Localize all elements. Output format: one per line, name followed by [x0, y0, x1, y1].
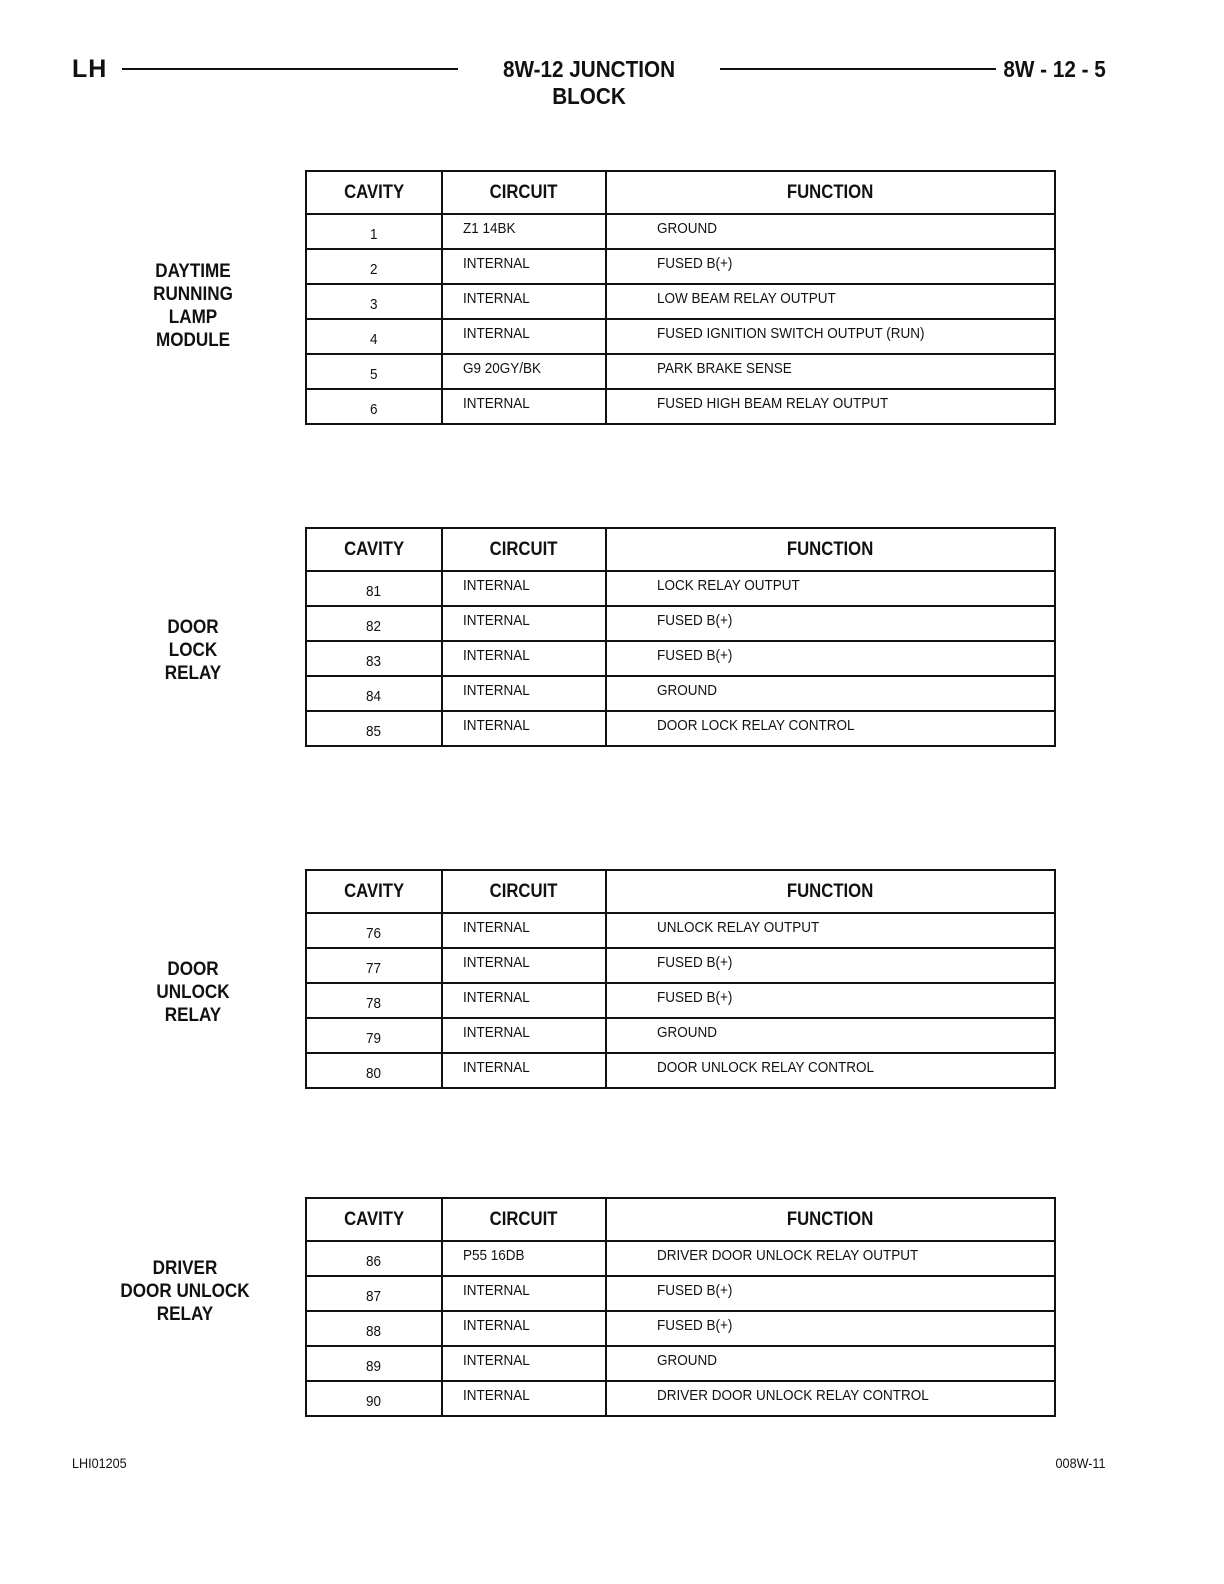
circuit-cell: G9 20GY/BK [442, 354, 606, 389]
function-cell: LOCK RELAY OUTPUT [606, 571, 1055, 606]
table-row [306, 1276, 1055, 1311]
circuit-cell: INTERNAL [442, 641, 606, 676]
table-row [306, 1381, 1055, 1416]
function-cell: UNLOCK RELAY OUTPUT [606, 913, 1055, 948]
figure-id: LHI01205 [72, 1455, 127, 1471]
cavity-cell: 84 [306, 676, 442, 711]
cavity-cell: 4 [306, 319, 442, 354]
circuit-cell: INTERNAL [442, 676, 606, 711]
circuit-cell: INTERNAL [442, 1276, 606, 1311]
cavity-cell: 90 [306, 1381, 442, 1416]
function-cell: FUSED B(+) [606, 948, 1055, 983]
table-row [306, 676, 1055, 711]
table-row [306, 249, 1055, 284]
function-cell: LOW BEAM RELAY OUTPUT [606, 284, 1055, 319]
function-cell: FUSED B(+) [606, 606, 1055, 641]
table-row [306, 641, 1055, 676]
cavity-cell: 3 [306, 284, 442, 319]
cavity-cell: 89 [306, 1346, 442, 1381]
column-header-function: FUNCTION [606, 528, 1055, 571]
circuit-cell: INTERNAL [442, 1018, 606, 1053]
cavity-cell: 88 [306, 1311, 442, 1346]
circuit-cell: INTERNAL [442, 948, 606, 983]
table-header-row [306, 870, 1055, 913]
cavity-cell: 77 [306, 948, 442, 983]
cavity-cell: 78 [306, 983, 442, 1018]
table-row [306, 711, 1055, 746]
circuit-cell: INTERNAL [442, 1311, 606, 1346]
column-header-cavity: CAVITY [306, 1198, 442, 1241]
column-header-function: FUNCTION [606, 171, 1055, 214]
section-label-door-lock-relay: DOOR LOCK RELAY [164, 617, 222, 684]
connector-table-door-lock-relay [305, 527, 1056, 747]
function-cell: FUSED B(+) [606, 1276, 1055, 1311]
function-cell: FUSED HIGH BEAM RELAY OUTPUT [606, 389, 1055, 424]
function-cell: FUSED B(+) [606, 641, 1055, 676]
table-row [306, 571, 1055, 606]
table-header-row [306, 171, 1055, 214]
function-cell: GROUND [606, 214, 1055, 249]
circuit-cell: INTERNAL [442, 389, 606, 424]
function-cell: FUSED B(+) [606, 983, 1055, 1018]
function-cell: FUSED B(+) [606, 249, 1055, 284]
connector-table-driver-door-unlock-relay [305, 1197, 1056, 1417]
cavity-cell: 80 [306, 1053, 442, 1088]
circuit-cell: INTERNAL [442, 319, 606, 354]
column-header-circuit: CIRCUIT [442, 528, 606, 571]
table-row [306, 913, 1055, 948]
circuit-cell: INTERNAL [442, 913, 606, 948]
table-row [306, 1241, 1055, 1276]
table-row [306, 284, 1055, 319]
function-cell: GROUND [606, 1018, 1055, 1053]
cavity-cell: 86 [306, 1241, 442, 1276]
column-header-circuit: CIRCUIT [442, 171, 606, 214]
circuit-cell: P55 16DB [442, 1241, 606, 1276]
function-cell: DOOR UNLOCK RELAY CONTROL [606, 1053, 1055, 1088]
connector-table-drl-module [305, 170, 1056, 425]
table-row [306, 389, 1055, 424]
circuit-cell: INTERNAL [442, 1381, 606, 1416]
page-title: 8W-12 JUNCTION BLOCK [502, 56, 676, 109]
table-row [306, 319, 1055, 354]
table-row [306, 983, 1055, 1018]
cavity-cell: 81 [306, 571, 442, 606]
table-row [306, 1018, 1055, 1053]
function-cell: GROUND [606, 676, 1055, 711]
section-label-door-unlock-relay: DOOR UNLOCK RELAY [156, 959, 230, 1026]
table-row [306, 948, 1055, 983]
header-rule-right [720, 68, 996, 70]
circuit-cell: INTERNAL [442, 1053, 606, 1088]
connector-table-door-unlock-relay [305, 869, 1056, 1089]
cavity-cell: 6 [306, 389, 442, 424]
function-cell: GROUND [606, 1346, 1055, 1381]
column-header-cavity: CAVITY [306, 528, 442, 571]
circuit-cell: INTERNAL [442, 606, 606, 641]
cavity-cell: 85 [306, 711, 442, 746]
cavity-cell: 5 [306, 354, 442, 389]
section-label-driver-door-unlock-relay: DRIVER DOOR UNLOCK RELAY [120, 1258, 250, 1325]
cavity-cell: 1 [306, 214, 442, 249]
column-header-circuit: CIRCUIT [442, 870, 606, 913]
table-row [306, 354, 1055, 389]
table-row [306, 214, 1055, 249]
column-header-function: FUNCTION [606, 1198, 1055, 1241]
column-header-circuit: CIRCUIT [442, 1198, 606, 1241]
header-section-code: LH [72, 55, 108, 83]
circuit-cell: INTERNAL [442, 1346, 606, 1381]
table-row [306, 606, 1055, 641]
cavity-cell: 83 [306, 641, 442, 676]
circuit-cell: INTERNAL [442, 249, 606, 284]
function-cell: DRIVER DOOR UNLOCK RELAY OUTPUT [606, 1241, 1055, 1276]
column-header-cavity: CAVITY [306, 171, 442, 214]
table-row [306, 1346, 1055, 1381]
function-cell: PARK BRAKE SENSE [606, 354, 1055, 389]
function-cell: DOOR LOCK RELAY CONTROL [606, 711, 1055, 746]
function-cell: FUSED IGNITION SWITCH OUTPUT (RUN) [606, 319, 1055, 354]
cavity-cell: 87 [306, 1276, 442, 1311]
table-row [306, 1311, 1055, 1346]
function-cell: FUSED B(+) [606, 1311, 1055, 1346]
function-cell: DRIVER DOOR UNLOCK RELAY CONTROL [606, 1381, 1055, 1416]
page-number: 8W - 12 - 5 [1003, 56, 1106, 82]
circuit-cell: Z1 14BK [442, 214, 606, 249]
section-label-drl-module: DAYTIME RUNNING LAMP MODULE [153, 261, 233, 351]
document-id: 008W-11 [1056, 1455, 1106, 1471]
table-row [306, 1053, 1055, 1088]
cavity-cell: 79 [306, 1018, 442, 1053]
circuit-cell: INTERNAL [442, 284, 606, 319]
header-rule-left [122, 68, 458, 70]
column-header-function: FUNCTION [606, 870, 1055, 913]
cavity-cell: 82 [306, 606, 442, 641]
table-header-row [306, 1198, 1055, 1241]
circuit-cell: INTERNAL [442, 711, 606, 746]
circuit-cell: INTERNAL [442, 983, 606, 1018]
cavity-cell: 2 [306, 249, 442, 284]
column-header-cavity: CAVITY [306, 870, 442, 913]
circuit-cell: INTERNAL [442, 571, 606, 606]
table-header-row [306, 528, 1055, 571]
cavity-cell: 76 [306, 913, 442, 948]
